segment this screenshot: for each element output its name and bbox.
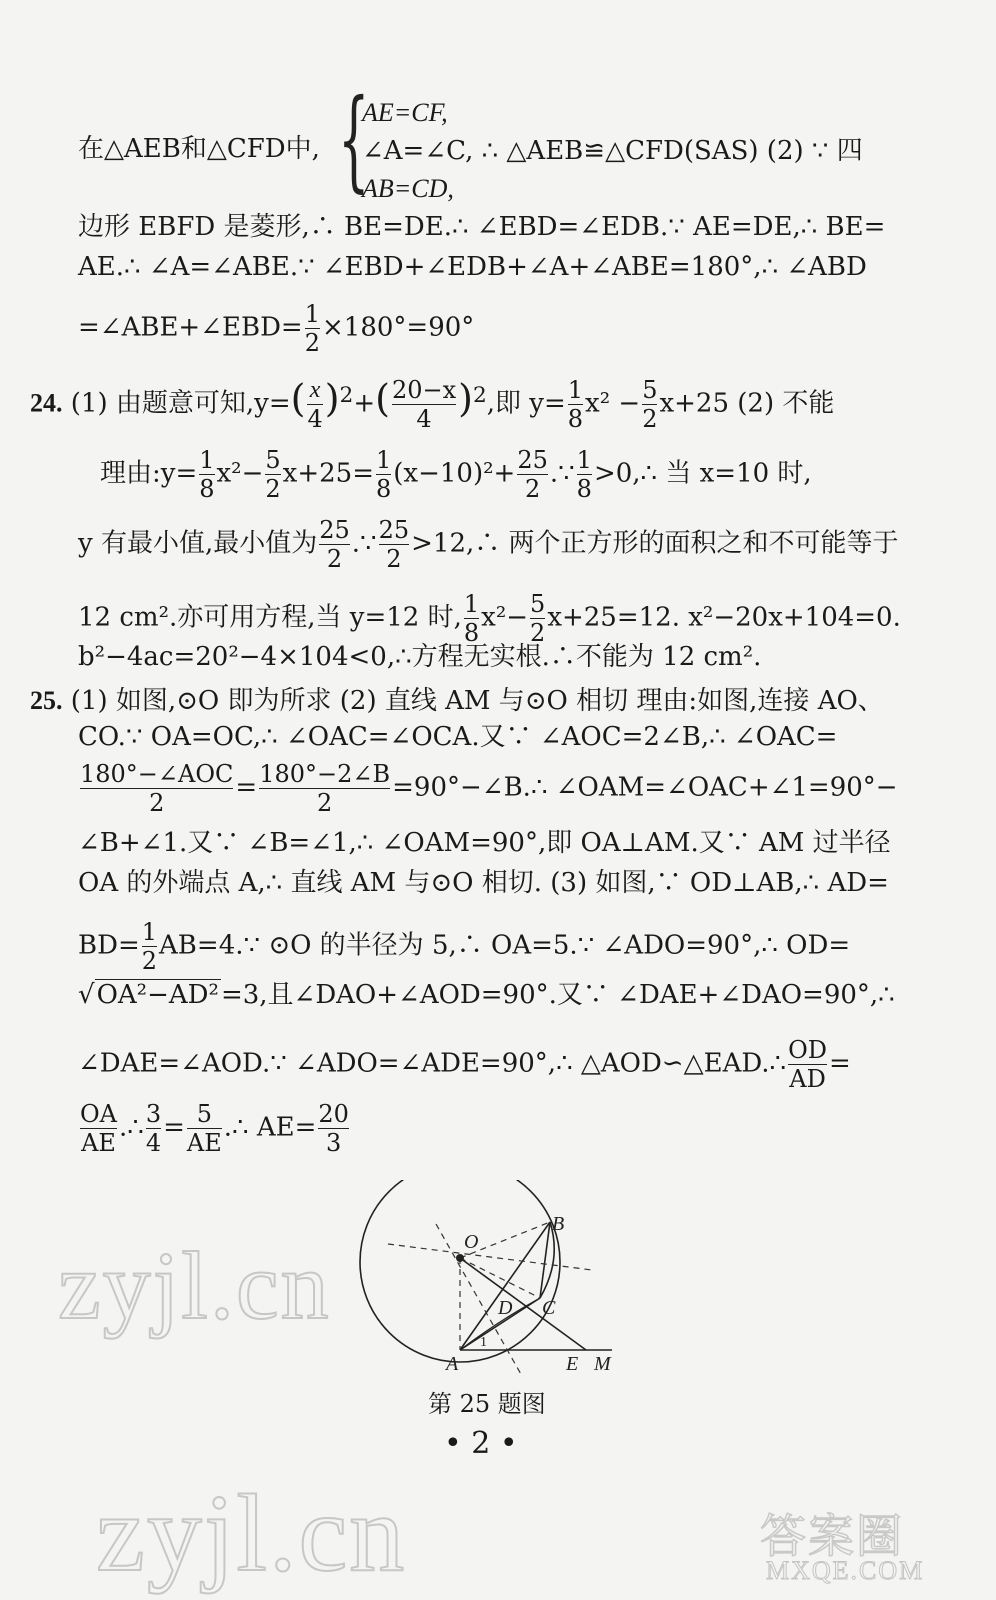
- text: .∴: [119, 1112, 144, 1143]
- fraction: [307, 376, 322, 433]
- text: >0,∴ 当 x=10 时,: [593, 458, 812, 489]
- problem-number: 25.: [30, 686, 63, 715]
- numerator: x: [309, 377, 321, 403]
- numerator: 25: [319, 516, 350, 544]
- denominator: 2: [379, 544, 410, 573]
- fraction: [199, 446, 214, 503]
- text: .∵: [549, 458, 575, 489]
- fraction: [517, 446, 548, 503]
- text: (1) 由题意可知,y=: [70, 388, 291, 419]
- p25-line-6: [78, 918, 850, 975]
- text: (x−10)²+: [393, 458, 516, 489]
- fraction: [530, 590, 545, 647]
- denominator: AE: [81, 1129, 116, 1157]
- p25-line-5: OA 的外端点 A,∴ 直线 AM 与⊙O 相切. (3) 如图,∵ OD⊥AB,∴ AD=: [78, 868, 889, 898]
- fraction: [80, 1100, 117, 1157]
- numerator: OD: [788, 1036, 827, 1064]
- page-number: • 2 •: [444, 1426, 518, 1461]
- p23-system-line-1: AE=CF,: [362, 98, 448, 127]
- fraction: [142, 918, 157, 975]
- label-a: A: [446, 1353, 459, 1375]
- text: ×180°=90°: [322, 312, 475, 343]
- text: =90°−∠B.∴ ∠OAM=∠OAC+∠1=90°−: [392, 772, 898, 803]
- text: =∠ABE+∠EBD=: [78, 312, 303, 343]
- fraction: [259, 760, 390, 817]
- text: ∠DAE=∠AOD.∵ ∠ADO=∠ADE=90°,∴ △AOD∽△EAD.∴: [78, 1048, 787, 1079]
- denominator: 4: [307, 405, 323, 433]
- fraction: [642, 376, 657, 433]
- problem-number: 24.: [30, 388, 63, 418]
- text: .∵: [351, 528, 377, 559]
- p23-system-line-3: AB=CD,: [362, 174, 454, 203]
- fraction: [577, 446, 592, 503]
- p24-line-3: [78, 516, 899, 573]
- text: x²−: [481, 602, 529, 633]
- text: BD=: [78, 930, 140, 961]
- denominator: 8: [199, 475, 215, 503]
- denominator: 2: [80, 788, 233, 817]
- denominator: 2: [304, 329, 321, 357]
- numerator: 5: [265, 446, 281, 474]
- p25-line-7: √OA²−AD²=3,且∠DAO+∠AOD=90°.又∵ ∠DAE+∠DAO=90°,∴: [78, 980, 895, 1010]
- text: AB=4.∵ ⊙O 的半径为 5,∴ OA=5.∵ ∠ADO=90°,∴ OD=: [159, 930, 851, 961]
- denominator: 2: [642, 405, 658, 433]
- text: x+25 (2) 不能: [659, 388, 835, 419]
- denominator: 2: [517, 474, 548, 503]
- p23-line-2: 边形 EBFD 是菱形,∴ BE=DE.∴ ∠EBD=∠EDB.∵ AE=DE,∴ BE=: [78, 212, 886, 242]
- system-brace: {: [338, 75, 370, 203]
- numerator: 1: [199, 446, 215, 474]
- fraction: [265, 446, 280, 503]
- fraction: [80, 760, 233, 817]
- denominator: 2: [265, 475, 281, 503]
- denominator: 3: [318, 1128, 349, 1157]
- p23-line-3: AE.∴ ∠A=∠ABE.∵ ∠EBD+∠EDB+∠A+∠ABE=180°,∴ ∠ABD: [78, 252, 867, 282]
- p25-line-4: ∠B+∠1.又∵ ∠B=∠1,∴ ∠OAM=90°,即 OA⊥AM.又∵ AM 过半径: [78, 828, 891, 858]
- label-o: O: [464, 1231, 479, 1253]
- figure-caption: 第 25 题图: [428, 1390, 546, 1418]
- p25-line-2: CO.∵ OA=OC,∴ ∠OAC=∠OCA.又∵ ∠AOC=2∠B,∴ ∠OAC=: [78, 722, 838, 752]
- fraction: [568, 376, 583, 433]
- denominator: AE: [186, 1129, 222, 1157]
- watermark-mxqe: MXQE.COM: [766, 1556, 925, 1585]
- sqrt-content: OA²−AD²: [96, 980, 219, 1010]
- text: 12 cm².亦可用方程,当 y=12 时,: [78, 602, 462, 633]
- p24-line-1: 24. (1) 由题意可知,y=( $\frac{x}{4}$ )$^2$+( $\frac{20-x}{4}$ )$^2$,即 y= $\frac{1}{8}$ x² − $\frac{5}{2}$ x+25 (2) 不能: [30, 376, 835, 433]
- numerator: 1: [463, 590, 480, 618]
- numerator: 1: [376, 446, 392, 474]
- p25-line-8: [78, 1036, 851, 1093]
- label-b: B: [552, 1213, 565, 1235]
- numerator: 5: [196, 1100, 212, 1128]
- numerator: 5: [530, 590, 546, 618]
- p24-line-5: b²−4ac=20²−4×104<0,∴方程无实根.∴不能为 12 cm².: [78, 642, 762, 672]
- fraction: [305, 300, 320, 357]
- text: y 有最小值,最小值为: [78, 528, 318, 559]
- numerator: 180°−∠AOC: [80, 760, 234, 788]
- text: (1) 如图,⊙O 即为所求 (2) 直线 AM 与⊙O 相切 理由:如图,连接 AO、: [70, 686, 884, 716]
- fraction: [379, 516, 410, 573]
- text: ,即 y=: [486, 388, 566, 419]
- text: =3,且∠DAO+∠AOD=90°.又∵ ∠DAE+∠DAO=90°,∴: [220, 980, 895, 1010]
- watermark-answer-logo: 答案圈: [760, 1511, 904, 1562]
- text: =: [235, 772, 258, 803]
- text: x²−: [216, 458, 264, 489]
- text: >12,∴ 两个正方形的面积之和不可能等于: [411, 528, 899, 559]
- numerator: 25: [378, 516, 410, 544]
- denominator: 4: [392, 404, 456, 433]
- fraction: [464, 590, 479, 647]
- fraction: [146, 1100, 161, 1157]
- p24-line-2: [100, 446, 812, 503]
- text: .∴ AE=: [223, 1112, 317, 1143]
- numerator: 1: [567, 376, 584, 404]
- numerator: 5: [642, 376, 658, 404]
- numerator: 20−x: [391, 376, 457, 404]
- text: 理由:y=: [100, 458, 198, 489]
- denominator: 2: [319, 544, 350, 573]
- numerator: 1: [141, 918, 158, 946]
- p25-line-3: [78, 760, 898, 817]
- denominator: 4: [145, 1129, 162, 1157]
- denominator: 8: [567, 405, 584, 433]
- p24-line-4: [78, 590, 901, 647]
- center-point: [456, 1254, 464, 1262]
- watermark-zyjl-bottom: zyjl.cn: [96, 1472, 407, 1594]
- fraction: [318, 1100, 349, 1157]
- denominator: 8: [576, 475, 592, 503]
- dash-bisector-1: [388, 1244, 592, 1270]
- fraction: [187, 1100, 222, 1157]
- fraction: [788, 1036, 827, 1093]
- fraction: [392, 376, 456, 433]
- denominator: 8: [376, 475, 392, 503]
- watermark-zyjl: zyjl.cn: [58, 1232, 331, 1339]
- text: =: [163, 1112, 185, 1143]
- text: x² −: [585, 388, 641, 419]
- fraction: [376, 446, 391, 503]
- numerator: 3: [145, 1100, 162, 1128]
- text: x+25=: [282, 458, 374, 489]
- label-angle-1: 1: [480, 1335, 487, 1350]
- p23-line-4: [78, 300, 474, 357]
- numerator: 1: [576, 446, 592, 474]
- text: =: [829, 1048, 851, 1079]
- label-e: E: [566, 1353, 579, 1375]
- label-m: M: [594, 1353, 611, 1375]
- numerator: 180°−2∠B: [259, 760, 391, 788]
- numerator: 25: [517, 446, 548, 474]
- p23-system-line-2: ∠A=∠C, ∴ △AEB≌△CFD(SAS) (2) ∵ 四: [362, 136, 863, 166]
- geometry-figure: [350, 1180, 630, 1400]
- p25-line-9: [78, 1100, 351, 1157]
- numerator: 1: [304, 300, 321, 328]
- denominator: 2: [259, 788, 390, 817]
- denominator: 8: [463, 619, 480, 647]
- fraction: [319, 516, 350, 573]
- denominator: 2: [530, 619, 546, 647]
- p25-line-1: [30, 684, 884, 718]
- text: x+25=12. x²−20x+104=0.: [547, 602, 901, 633]
- p23-intro: 在△AEB和△CFD中,: [78, 134, 320, 164]
- denominator: AD: [789, 1065, 826, 1093]
- label-c: C: [542, 1297, 556, 1319]
- numerator: 20: [318, 1100, 349, 1128]
- label-d: D: [498, 1297, 513, 1319]
- denominator: 2: [141, 947, 158, 975]
- numerator: OA: [80, 1100, 118, 1128]
